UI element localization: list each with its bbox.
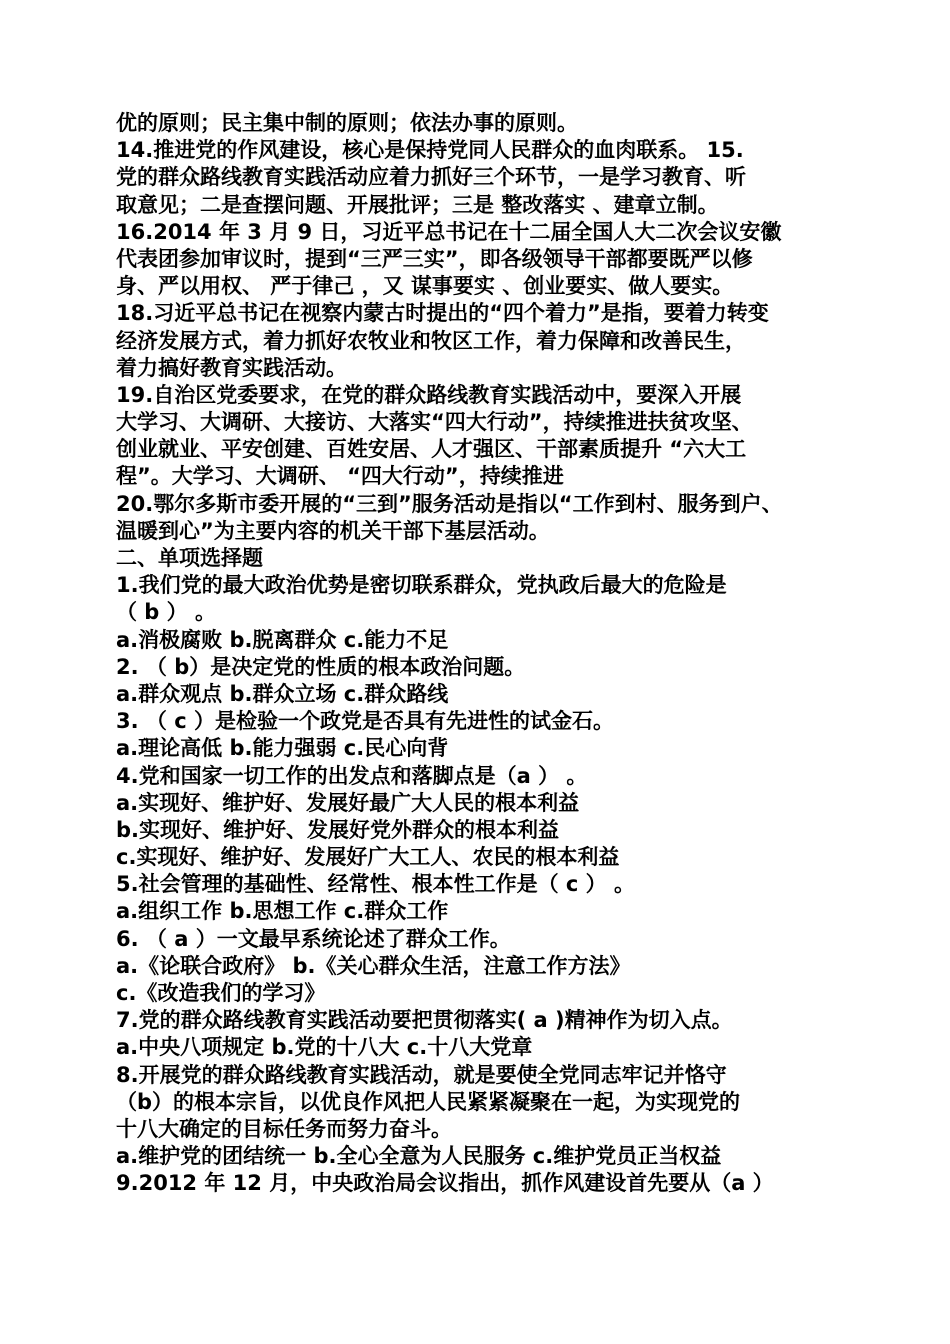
answer-options: a.《论联合政府》 b.《关心群众生活，注意工作方法》 xyxy=(116,953,631,978)
answer-options: a.维护党的团结统一 b.全心全意为人民服务 c.维护党员正当权益 xyxy=(116,1144,722,1169)
text-line: 取意见；二是查摆问题、开展批评；三是 整改落实 、建章立制。 xyxy=(116,192,719,217)
section-heading: 二、单项选择题 xyxy=(116,546,263,570)
text-line: 代表团参加审议时，提到“三严三实”，即各级领导干部都要既严以修 xyxy=(116,246,753,271)
text-line: 18.习近平总书记在视察内蒙古时提出的“四个着力”是指，要着力转变 xyxy=(116,301,769,326)
answer-option: a.实现好、维护好、发展好最广大人民的根本利益 xyxy=(116,790,580,815)
text-line: 着力搞好教育实践活动。 xyxy=(116,355,347,380)
text-line: 大学习、大调研、大接访、大落实“四大行动”，持续推进扶贫攻坚、 xyxy=(116,410,753,435)
text-line: 温暖到心”为主要内容的机关干部下基层活动。 xyxy=(116,518,550,543)
answer-option: c.《改造我们的学习》 xyxy=(116,981,326,1005)
question-text: 2. （ b）是决定党的性质的根本政治问题。 xyxy=(116,654,526,679)
question-text: （b）的根本宗旨，以优良作风把人民紧紧凝聚在一起，为实现党的 xyxy=(116,1089,741,1114)
text-line: 经济发展方式，着力抓好农牧业和牧区工作，着力保障和改善民生， xyxy=(116,328,746,353)
answer-options: a.群众观点 b.群众立场 c.群众路线 xyxy=(116,681,449,706)
text-line: 16.2014 年 3 月 9 日，习近平总书记在十二届全国人大二次会议安徽 xyxy=(116,219,782,244)
answer-options: a.消极腐败 b.脱离群众 c.能力不足 xyxy=(116,627,449,652)
answer-option: b.实现好、维护好、发展好党外群众的根本利益 xyxy=(116,817,560,842)
question-text: 9.2012 年 12 月，中央政治局会议指出，抓作风建设首先要从（a ） xyxy=(116,1171,774,1196)
answer-option: c.实现好、维护好、发展好广大工人、农民的根本利益 xyxy=(116,845,620,870)
question-text: 7.党的群众路线教育实践活动要把贯彻落实( a )精神作为切入点。 xyxy=(116,1008,733,1033)
text-line: 14.推进党的作风建设，核心是保持党同人民群众的血肉联系。 15. xyxy=(116,138,744,163)
text-line: 19.自治区党委要求，在党的群众路线教育实践活动中，要深入开展 xyxy=(116,382,742,407)
question-text: 3. （ c ）是检验一个政党是否具有先进性的试金石。 xyxy=(116,709,614,734)
text-line: 创业就业、平安创建、百姓安居、人才强区、干部素质提升 “六大工 xyxy=(116,437,747,462)
question-text: 6. （ a ）一文最早系统论述了群众工作。 xyxy=(116,926,511,951)
question-text: 十八大确定的目标任务而努力奋斗。 xyxy=(116,1116,452,1141)
text-line: 20.鄂尔多斯市委开展的“三到”服务活动是指以“工作到村、服务到户、 xyxy=(116,491,783,516)
text-line: 程”。大学习、大调研、 “四大行动”，持续推进 xyxy=(116,464,564,489)
document-text-body xyxy=(116,110,836,1198)
text-line: 党的群众路线教育实践活动应着力抓好三个环节，一是学习教育、听 xyxy=(116,165,746,190)
question-text: 4.党和国家一切工作的出发点和落脚点是（a ） 。 xyxy=(116,763,588,788)
question-text: 8.开展党的群众路线教育实践活动，就是要使全党同志牢记并恪守 xyxy=(116,1062,727,1087)
question-text: 1.我们党的最大政治优势是密切联系群众，党执政后最大的危险是 xyxy=(116,573,727,598)
text-line: 优的原则；民主集中制的原则；依法办事的原则。 xyxy=(116,111,578,135)
answer-options: a.理论高低 b.能力强弱 c.民心向背 xyxy=(116,736,449,761)
text-line: 身、严以用权、 严于律己 ，又 谋事要实 、创业要实、做人要实。 xyxy=(116,274,734,299)
answer-options: a.组织工作 b.思想工作 c.群众工作 xyxy=(116,899,449,924)
question-text: 5.社会管理的基础性、经常性、根本性工作是（ c ） 。 xyxy=(116,872,635,897)
answer-options: a.中央八项规定 b.党的十八大 c.十八大党章 xyxy=(116,1035,533,1060)
question-text: （ b ） 。 xyxy=(116,600,216,625)
